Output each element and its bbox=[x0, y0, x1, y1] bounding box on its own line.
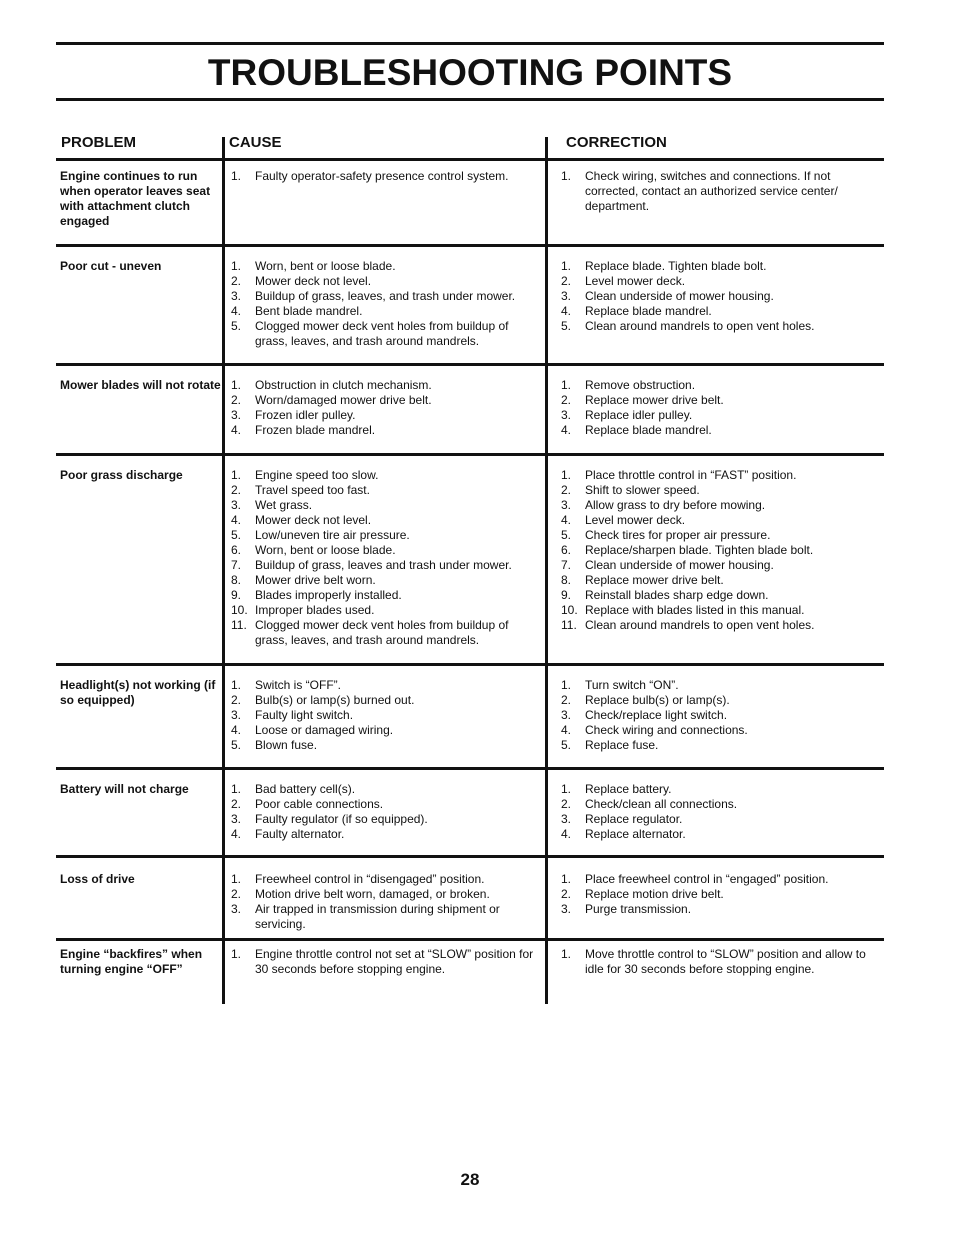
cause-list bbox=[231, 678, 541, 753]
item-number: 2. bbox=[231, 483, 242, 497]
item-text: Blades improperly installed. bbox=[255, 588, 402, 602]
correction-item bbox=[561, 423, 879, 438]
problem-text: Mower blades will not rotate bbox=[60, 378, 221, 392]
item-number: 1. bbox=[231, 678, 242, 692]
cause-item bbox=[231, 797, 541, 812]
item-text: Replace idler pulley. bbox=[585, 408, 693, 422]
item-number: 6. bbox=[231, 543, 242, 557]
item-number: 4. bbox=[231, 723, 242, 737]
item-text: Worn/damaged mower drive belt. bbox=[255, 393, 432, 407]
correction-list bbox=[561, 947, 879, 977]
header-cause: CAUSE bbox=[229, 134, 282, 151]
item-number: 3. bbox=[231, 289, 242, 303]
item-number: 2. bbox=[231, 274, 242, 288]
cause-item bbox=[231, 872, 541, 887]
correction-item bbox=[561, 528, 879, 543]
item-text: Clogged mower deck vent holes from buildup of grass, leaves, and trash around mandrels. bbox=[255, 618, 509, 647]
correction-item bbox=[561, 468, 879, 483]
correction-item bbox=[561, 902, 879, 917]
item-text: Blown fuse. bbox=[255, 738, 318, 752]
problem-text: Headlight(s) not working (if so equipped) bbox=[60, 678, 216, 707]
item-text: Replace battery. bbox=[585, 782, 672, 796]
correction-item bbox=[561, 797, 879, 812]
cause-item bbox=[231, 678, 541, 693]
item-number: 8. bbox=[561, 573, 572, 587]
correction-item bbox=[561, 782, 879, 797]
item-number: 3. bbox=[561, 902, 572, 916]
column-divider-right bbox=[545, 137, 548, 1004]
item-text: Motion drive belt worn, damaged, or broken. bbox=[255, 887, 490, 901]
item-number: 6. bbox=[561, 543, 572, 557]
item-number: 4. bbox=[231, 304, 242, 318]
cause-item bbox=[231, 588, 541, 603]
item-text: Buildup of grass, leaves, and trash under mower. bbox=[255, 289, 516, 303]
correction-item bbox=[561, 723, 879, 738]
item-number: 3. bbox=[561, 812, 572, 826]
item-number: 4. bbox=[561, 513, 572, 527]
correction-list bbox=[561, 872, 879, 917]
item-number: 1. bbox=[561, 169, 572, 183]
correction-list bbox=[561, 678, 879, 753]
item-number: 9. bbox=[561, 588, 572, 602]
item-text: Replace alternator. bbox=[585, 827, 686, 841]
item-number: 9. bbox=[231, 588, 242, 602]
item-text: Low/uneven tire air pressure. bbox=[255, 528, 410, 542]
item-number: 8. bbox=[231, 573, 242, 587]
cause-item bbox=[231, 573, 541, 588]
item-number: 2. bbox=[561, 274, 572, 288]
item-text: Replace blade mandrel. bbox=[585, 423, 712, 437]
item-text: Check/clean all connections. bbox=[585, 797, 738, 811]
item-text: Place freewheel control in “engaged” position. bbox=[585, 872, 829, 886]
item-text: Improper blades used. bbox=[255, 603, 375, 617]
item-number: 3. bbox=[561, 408, 572, 422]
cause-item bbox=[231, 887, 541, 902]
item-number: 5. bbox=[561, 738, 572, 752]
item-text: Replace regulator. bbox=[585, 812, 683, 826]
cause-item bbox=[231, 393, 541, 408]
item-text: Clean underside of mower housing. bbox=[585, 558, 774, 572]
item-number: 5. bbox=[231, 738, 242, 752]
item-text: Switch is “OFF”. bbox=[255, 678, 341, 692]
item-text: Replace mower drive belt. bbox=[585, 393, 724, 407]
item-text: Check wiring and connections. bbox=[585, 723, 748, 737]
item-number: 2. bbox=[231, 797, 242, 811]
item-number: 1. bbox=[561, 782, 572, 796]
item-text: Replace fuse. bbox=[585, 738, 659, 752]
page-number: 28 bbox=[460, 1170, 480, 1189]
item-number: 1. bbox=[561, 259, 572, 273]
cause-item bbox=[231, 468, 541, 483]
item-text: Check tires for proper air pressure. bbox=[585, 528, 771, 542]
item-text: Replace/sharpen blade. Tighten blade bolt. bbox=[585, 543, 814, 557]
item-number: 1. bbox=[561, 678, 572, 692]
item-text: Faulty regulator (if so equipped). bbox=[255, 812, 428, 826]
item-number: 4. bbox=[561, 304, 572, 318]
item-text: Level mower deck. bbox=[585, 274, 686, 288]
item-text: Bent blade mandrel. bbox=[255, 304, 363, 318]
problem-text: Loss of drive bbox=[60, 872, 135, 886]
cause-item bbox=[231, 693, 541, 708]
cause-item bbox=[231, 483, 541, 498]
item-text: Level mower deck. bbox=[585, 513, 686, 527]
item-number: 5. bbox=[561, 528, 572, 542]
item-number: 1. bbox=[231, 872, 242, 886]
item-number: 1. bbox=[561, 872, 572, 886]
cause-item bbox=[231, 902, 541, 932]
item-number: 3. bbox=[561, 708, 572, 722]
row-separator bbox=[56, 855, 884, 858]
title-bottom-rule bbox=[56, 98, 884, 101]
problem-text: Battery will not charge bbox=[60, 782, 189, 796]
correction-item bbox=[561, 304, 879, 319]
row-separator bbox=[56, 453, 884, 456]
item-text: Replace bulb(s) or lamp(s). bbox=[585, 693, 730, 707]
item-text: Purge transmission. bbox=[585, 902, 692, 916]
correction-item bbox=[561, 678, 879, 693]
correction-item bbox=[561, 812, 879, 827]
correction-item bbox=[561, 738, 879, 753]
item-text: Clean around mandrels to open vent holes. bbox=[585, 319, 815, 333]
item-text: Bulb(s) or lamp(s) burned out. bbox=[255, 693, 415, 707]
correction-item bbox=[561, 693, 879, 708]
item-text: Replace motion drive belt. bbox=[585, 887, 724, 901]
item-number: 4. bbox=[231, 513, 242, 527]
item-number: 7. bbox=[561, 558, 572, 572]
item-text: Replace blade mandrel. bbox=[585, 304, 712, 318]
item-number: 1. bbox=[231, 169, 242, 183]
cause-item bbox=[231, 378, 541, 393]
row-separator bbox=[56, 158, 884, 161]
item-text: Worn, bent or loose blade. bbox=[255, 543, 396, 557]
cause-list bbox=[231, 378, 541, 438]
item-text: Faulty light switch. bbox=[255, 708, 354, 722]
problem-text: Engine “backfires” when turning engine “OFF” bbox=[60, 947, 203, 976]
cause-item bbox=[231, 423, 541, 438]
item-text: Loose or damaged wiring. bbox=[255, 723, 394, 737]
item-number: 4. bbox=[561, 723, 572, 737]
page-title: TROUBLESHOOTING POINTS bbox=[207, 52, 733, 93]
correction-item bbox=[561, 393, 879, 408]
correction-list bbox=[561, 782, 879, 842]
item-number: 11. bbox=[231, 618, 247, 632]
correction-list bbox=[561, 169, 879, 214]
item-number: 2. bbox=[231, 887, 242, 901]
cause-list bbox=[231, 259, 541, 349]
item-number: 2. bbox=[231, 693, 242, 707]
item-text: Clean around mandrels to open vent holes. bbox=[585, 618, 815, 632]
item-text: Turn switch “ON”. bbox=[585, 678, 679, 692]
item-number: 10. bbox=[561, 603, 578, 617]
correction-item bbox=[561, 603, 879, 618]
item-text: Obstruction in clutch mechanism. bbox=[255, 378, 432, 392]
item-text: Mower deck not level. bbox=[255, 513, 372, 527]
item-number: 1. bbox=[231, 782, 242, 796]
cause-item bbox=[231, 304, 541, 319]
cause-item bbox=[231, 274, 541, 289]
correction-item bbox=[561, 543, 879, 558]
item-text: Poor cable connections. bbox=[255, 797, 384, 811]
item-text: Frozen idler pulley. bbox=[255, 408, 356, 422]
cause-list bbox=[231, 169, 541, 184]
item-number: 4. bbox=[561, 827, 572, 841]
item-text: Engine throttle control not set at “SLOW” position for 30 seconds before stopping engine. bbox=[255, 947, 534, 976]
item-number: 3. bbox=[561, 289, 572, 303]
cause-item bbox=[231, 738, 541, 753]
item-text: Travel speed too fast. bbox=[255, 483, 370, 497]
item-number: 5. bbox=[231, 319, 242, 333]
item-number: 3. bbox=[231, 812, 242, 826]
cause-item bbox=[231, 498, 541, 513]
correction-item bbox=[561, 274, 879, 289]
item-text: Move throttle control to “SLOW” position and allow to idle for 30 seconds before stopping engine. bbox=[585, 947, 866, 976]
cause-item bbox=[231, 528, 541, 543]
item-text: Clean underside of mower housing. bbox=[585, 289, 774, 303]
item-text: Reinstall blades sharp edge down. bbox=[585, 588, 769, 602]
cause-item bbox=[231, 319, 541, 349]
cause-item bbox=[231, 603, 541, 618]
item-number: 1. bbox=[231, 378, 242, 392]
item-text: Replace mower drive belt. bbox=[585, 573, 724, 587]
item-text: Replace blade. Tighten blade bolt. bbox=[585, 259, 767, 273]
item-number: 1. bbox=[561, 947, 572, 961]
correction-item bbox=[561, 319, 879, 334]
item-text: Frozen blade mandrel. bbox=[255, 423, 376, 437]
row-separator bbox=[56, 663, 884, 666]
correction-item bbox=[561, 289, 879, 304]
item-number: 5. bbox=[231, 528, 242, 542]
item-number: 4. bbox=[231, 827, 242, 841]
item-text: Check wiring, switches and connections. If not corrected, contact an authorized service center/ department. bbox=[585, 169, 838, 213]
row-separator bbox=[56, 244, 884, 247]
header-problem: PROBLEM bbox=[61, 134, 136, 151]
item-text: Clogged mower deck vent holes from buildup of grass, leaves, and trash around mandrels. bbox=[255, 319, 509, 348]
item-number: 11. bbox=[561, 618, 577, 632]
item-number: 4. bbox=[231, 423, 242, 437]
cause-list bbox=[231, 468, 541, 648]
cause-item bbox=[231, 289, 541, 304]
header-correction: CORRECTION bbox=[566, 134, 667, 151]
correction-list bbox=[561, 378, 879, 438]
cause-item bbox=[231, 408, 541, 423]
problem-text: Poor cut - uneven bbox=[60, 259, 162, 273]
item-number: 3. bbox=[231, 708, 242, 722]
item-text: Remove obstruction. bbox=[585, 378, 696, 392]
correction-item bbox=[561, 588, 879, 603]
item-number: 2. bbox=[561, 483, 572, 497]
correction-item bbox=[561, 827, 879, 842]
cause-item bbox=[231, 947, 541, 977]
item-number: 1. bbox=[561, 468, 572, 482]
item-number: 2. bbox=[231, 393, 242, 407]
correction-item bbox=[561, 513, 879, 528]
item-number: 1. bbox=[231, 259, 242, 273]
correction-item bbox=[561, 259, 879, 274]
correction-item bbox=[561, 618, 879, 633]
cause-item bbox=[231, 723, 541, 738]
cause-item bbox=[231, 827, 541, 842]
item-number: 1. bbox=[231, 468, 242, 482]
correction-item bbox=[561, 558, 879, 573]
item-number: 1. bbox=[561, 378, 572, 392]
item-number: 2. bbox=[561, 393, 572, 407]
item-text: Wet grass. bbox=[255, 498, 313, 512]
item-number: 2. bbox=[561, 693, 572, 707]
item-text: Air trapped in transmission during shipment or servicing. bbox=[255, 902, 500, 931]
problem-text: Engine continues to run when operator leaves seat with attachment clutch engaged bbox=[60, 169, 211, 228]
item-number: 7. bbox=[231, 558, 242, 572]
cause-item bbox=[231, 558, 541, 573]
correction-item bbox=[561, 947, 879, 977]
cause-item bbox=[231, 782, 541, 797]
row-separator bbox=[56, 363, 884, 366]
item-text: Buildup of grass, leaves and trash under mower. bbox=[255, 558, 512, 572]
item-number: 4. bbox=[561, 423, 572, 437]
item-text: Freewheel control in “disengaged” position. bbox=[255, 872, 485, 886]
cause-item bbox=[231, 618, 541, 648]
item-text: Faulty operator-safety presence control system. bbox=[255, 169, 509, 183]
correction-item bbox=[561, 378, 879, 393]
cause-list bbox=[231, 947, 541, 977]
item-text: Bad battery cell(s). bbox=[255, 782, 356, 796]
top-rule bbox=[56, 42, 884, 45]
cause-item bbox=[231, 708, 541, 723]
item-text: Mower deck not level. bbox=[255, 274, 372, 288]
correction-item bbox=[561, 498, 879, 513]
item-text: Worn, bent or loose blade. bbox=[255, 259, 396, 273]
item-text: Shift to slower speed. bbox=[585, 483, 700, 497]
item-number: 1. bbox=[231, 947, 242, 961]
cause-item bbox=[231, 812, 541, 827]
cause-item bbox=[231, 513, 541, 528]
problem-text: Poor grass discharge bbox=[60, 468, 183, 482]
item-text: Mower drive belt worn. bbox=[255, 573, 376, 587]
cause-list bbox=[231, 872, 541, 932]
row-separator bbox=[56, 767, 884, 770]
item-text: Faulty alternator. bbox=[255, 827, 345, 841]
correction-item bbox=[561, 408, 879, 423]
item-text: Place throttle control in “FAST” position. bbox=[585, 468, 797, 482]
row-separator bbox=[56, 938, 884, 941]
item-number: 5. bbox=[561, 319, 572, 333]
item-number: 3. bbox=[231, 498, 242, 512]
item-number: 3. bbox=[231, 408, 242, 422]
item-number: 2. bbox=[561, 797, 572, 811]
correction-item bbox=[561, 872, 879, 887]
item-text: Allow grass to dry before mowing. bbox=[585, 498, 766, 512]
item-number: 10. bbox=[231, 603, 248, 617]
cause-item bbox=[231, 543, 541, 558]
correction-item bbox=[561, 573, 879, 588]
cause-item bbox=[231, 259, 541, 274]
item-text: Replace with blades listed in this manual. bbox=[585, 603, 805, 617]
cause-item bbox=[231, 169, 541, 184]
correction-item bbox=[561, 483, 879, 498]
item-text: Engine speed too slow. bbox=[255, 468, 379, 482]
cause-list bbox=[231, 782, 541, 842]
correction-list bbox=[561, 259, 879, 334]
item-text: Check/replace light switch. bbox=[585, 708, 728, 722]
correction-item bbox=[561, 169, 879, 214]
item-number: 3. bbox=[231, 902, 242, 916]
item-number: 3. bbox=[561, 498, 572, 512]
correction-list bbox=[561, 468, 879, 633]
correction-item bbox=[561, 708, 879, 723]
correction-item bbox=[561, 887, 879, 902]
item-number: 2. bbox=[561, 887, 572, 901]
